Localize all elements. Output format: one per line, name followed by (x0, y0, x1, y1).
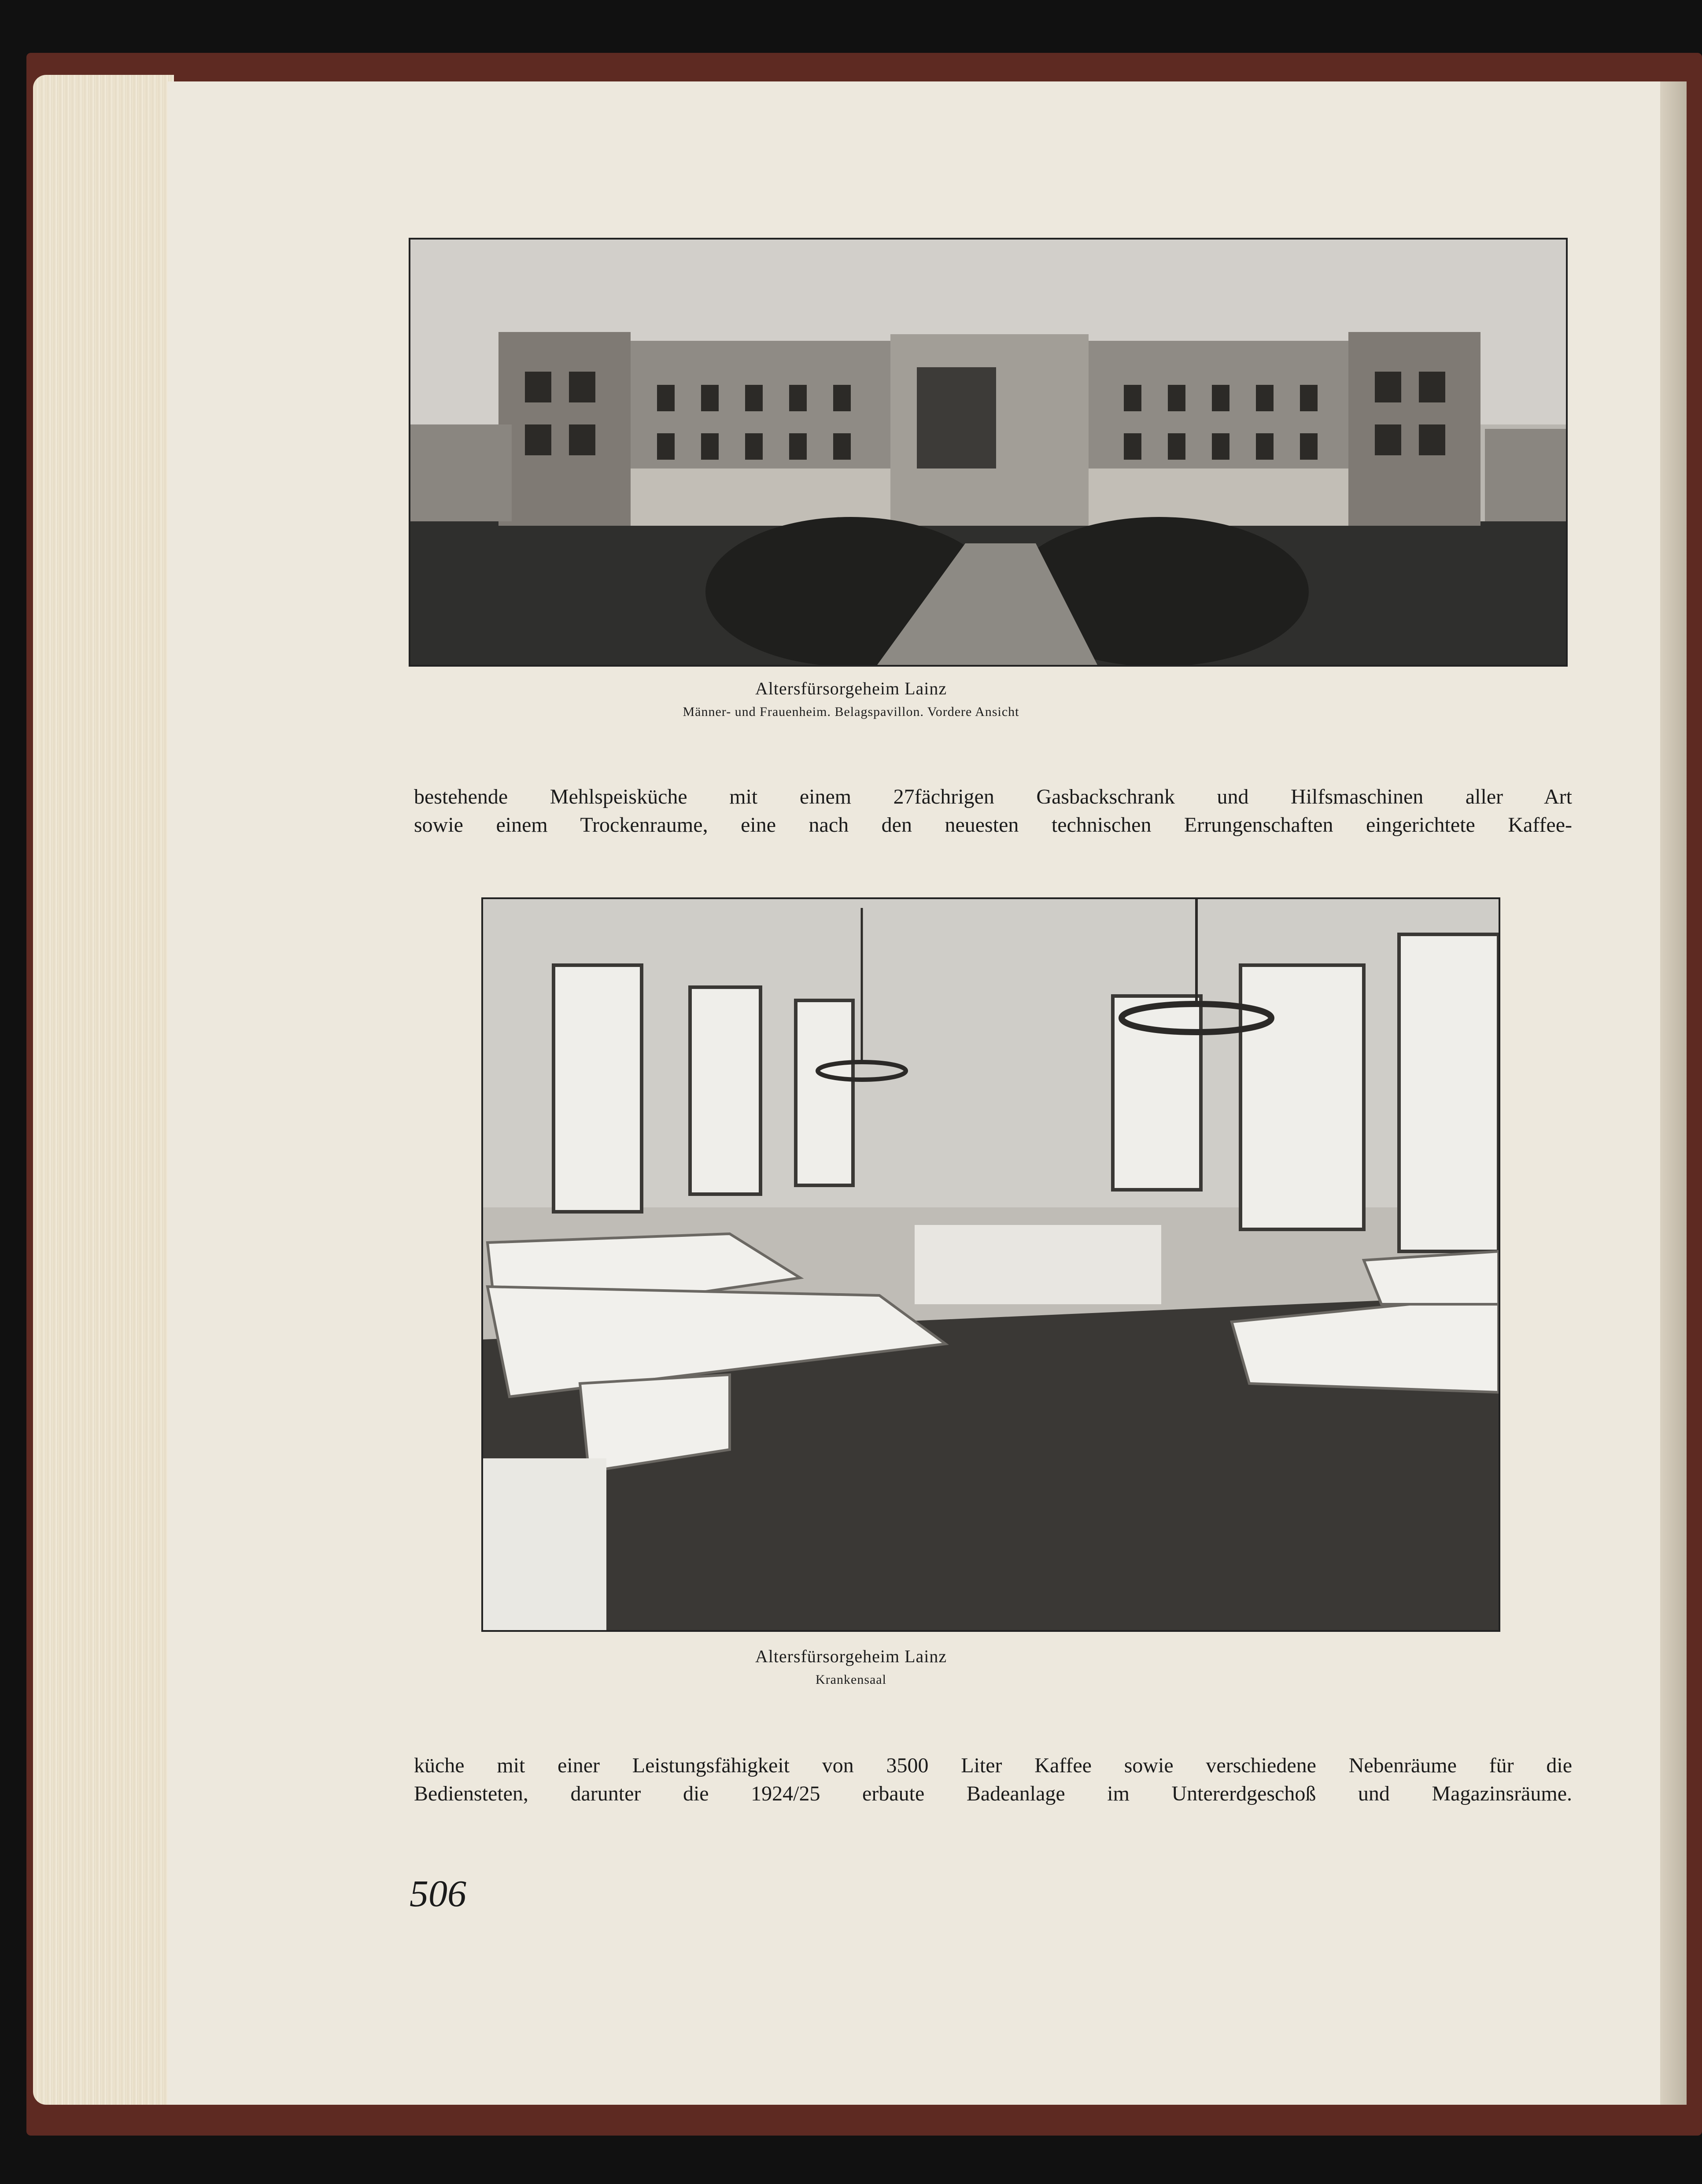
paragraph-1-line-1: bestehende Mehlspeisküche mit einem 27fächrigen Gasbackschrank und Hilfsmaschinen aller Art (414, 785, 1572, 808)
building-photo (409, 238, 1568, 667)
paragraph-1 (414, 783, 1572, 839)
page-stack-edge (33, 75, 174, 2105)
paragraph-1-line-2: sowie einem Trockenraume, eine nach den neuesten technischen Errungenschaften eingerichtete Kaffee- (414, 813, 1572, 837)
page-gutter (1660, 81, 1687, 2105)
page-number: 506 (410, 1872, 466, 1915)
paragraph-2-line-2: Bediensteten, darunter die 1924/25 erbaute Badeanlage im Untererdgeschoß und Magazinsräume. (414, 1782, 1572, 1805)
ward-photo (481, 897, 1500, 1632)
figure1-caption-subtitle: Männer- und Frauenheim. Belagspavillon. Vordere Ansicht (683, 705, 1019, 719)
figure2-caption-subtitle: Krankensaal (816, 1672, 886, 1687)
paragraph-2 (414, 1752, 1572, 1808)
figure1-caption-title: Altersfürsorgeheim Lainz (755, 679, 947, 698)
figure2-caption-title: Altersfürsorgeheim Lainz (755, 1646, 947, 1666)
paragraph-2-line-1: küche mit einer Leistungsfähigkeit von 3500 Liter Kaffee sowie verschiedene Nebenräume für die (414, 1754, 1572, 1777)
